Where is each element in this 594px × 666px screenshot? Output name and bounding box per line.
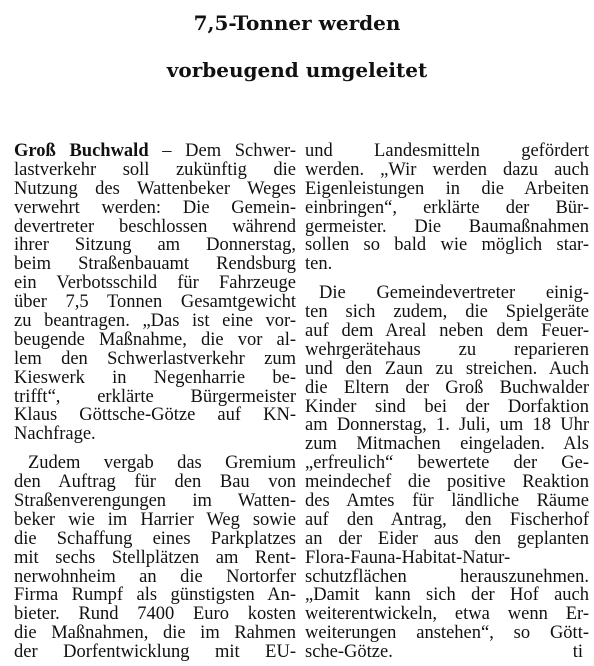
article-line: werden. „Wir werden dazu auch bbox=[305, 159, 589, 180]
article-line: germeister. Die Baumaßnahmen bbox=[305, 216, 589, 237]
article-line: bieter. Rund 7400 Euro kosten bbox=[14, 604, 296, 625]
headline-line-1: 7,5-Tonner werden bbox=[193, 11, 401, 35]
article-line: Kinder sind bei der Dorfaktion bbox=[305, 396, 589, 417]
author-signature: ti bbox=[572, 642, 583, 663]
headline-line-2: vorbeugend umgeleitet bbox=[166, 58, 428, 82]
article-line: beugende Maßnahme, die vor al- bbox=[14, 329, 296, 350]
article-line: die Schaffung eines Parkplatzes bbox=[14, 528, 296, 549]
article-column-left bbox=[14, 142, 296, 662]
article-line: Klaus Göttsche-Götze auf KN- bbox=[14, 405, 296, 426]
article-line: beim Straßenbauamt Rendsburg bbox=[14, 254, 296, 275]
article-line: Firma Rumpf als günstigsten An- bbox=[14, 585, 296, 606]
article-line: zu beantragen. „Das ist eine vor- bbox=[14, 311, 296, 332]
article-line: am Donnerstag, 1. Juli, um 18 Uhr bbox=[305, 415, 589, 436]
article-line: Zudem vergab das Gremium bbox=[28, 453, 296, 474]
article-line: nerwohnheim an die Nortorfer bbox=[14, 566, 296, 587]
article-line: ten. bbox=[305, 254, 333, 275]
article-line: wehrgerätehaus zu reparieren bbox=[305, 339, 589, 360]
article-line: verwehrt werden: Die Gemein- bbox=[14, 197, 296, 218]
article-line-text: sche-Götze. bbox=[305, 642, 393, 663]
article-line: Straßenverengungen im Watten- bbox=[14, 491, 296, 512]
article-line: Nutzung des Wattenbeker Weges bbox=[14, 178, 296, 199]
article-line: ten sich zudem, die Spielgeräte bbox=[305, 302, 589, 323]
headline bbox=[0, 0, 594, 94]
article-line: der Dorfentwicklung mit EU- bbox=[14, 642, 296, 663]
article-line: die Eltern der Groß Buchwalder bbox=[305, 377, 589, 398]
article-line: einbringen“, erklärte der Bür- bbox=[305, 197, 589, 218]
article-line: weiterungen anstehen“, so Gött- bbox=[305, 623, 589, 644]
article-line: Eigenleistungen in die Arbeiten bbox=[305, 178, 589, 199]
article-line: Nachfrage. bbox=[14, 424, 96, 445]
article-line: schutzflächen herauszunehmen. bbox=[305, 566, 589, 587]
article-line: „Damit kann sich der Hof auch bbox=[305, 585, 589, 606]
article-line: weiterentwickeln, etwa wenn Er- bbox=[305, 604, 589, 625]
article-line: meindechef die positive Reaktion bbox=[305, 472, 589, 493]
article-column-right bbox=[305, 142, 589, 662]
article-line: die Maßnahmen, die im Rahmen bbox=[14, 623, 296, 644]
article-line: auf dem Areal neben dem Feuer- bbox=[305, 321, 589, 342]
article-line: beker wie im Harrier Weg sowie bbox=[14, 509, 296, 530]
article-line: lem den Schwerlastverkehr zum bbox=[14, 348, 296, 369]
article-line: und den Zaun zu streichen. Auch bbox=[305, 358, 589, 379]
article-line bbox=[305, 643, 589, 662]
article-line: und Landesmitteln gefördert bbox=[305, 141, 589, 161]
article-line: sollen so bald wie möglich star- bbox=[305, 235, 589, 256]
article-line: Die Gemeindevertreter einig- bbox=[319, 283, 589, 304]
article-line: devertreter beschlossen während bbox=[14, 216, 296, 237]
article-line: den Auftrag für den Bau von bbox=[14, 472, 296, 493]
article-line: Flora-Fauna-Habitat-Natur- bbox=[305, 547, 511, 568]
article-line: über 7,5 Tonnen Gesamtgewicht bbox=[14, 292, 296, 313]
article-line: des Amtes für ländliche Räume bbox=[305, 491, 589, 512]
article-line: auf den Antrag, den Fischerhof bbox=[305, 509, 589, 530]
article-line: „erfreulich“ bewertete der Ge- bbox=[305, 453, 589, 474]
article-line: trifft“, erklärte Bürgermeister bbox=[14, 386, 296, 407]
article-line: lastverkehr soll zukünftig die bbox=[14, 159, 296, 180]
article-line: Groß Buchwald – Dem Schwer- bbox=[14, 141, 296, 161]
article-line: Kieswerk in Negenharrie be- bbox=[14, 367, 296, 388]
article-line: an der Eider aus den geplanten bbox=[305, 528, 589, 549]
dateline: Groß Buchwald bbox=[14, 141, 149, 161]
article-line: ein Verbotsschild für Fahrzeuge bbox=[14, 273, 296, 294]
article-line: ihrer Sitzung am Donnerstag, bbox=[14, 235, 296, 256]
article-line: zum Mitmachen eingeladen. Als bbox=[305, 434, 589, 455]
article-line: mit sechs Stellplätzen am Rent- bbox=[14, 547, 296, 568]
